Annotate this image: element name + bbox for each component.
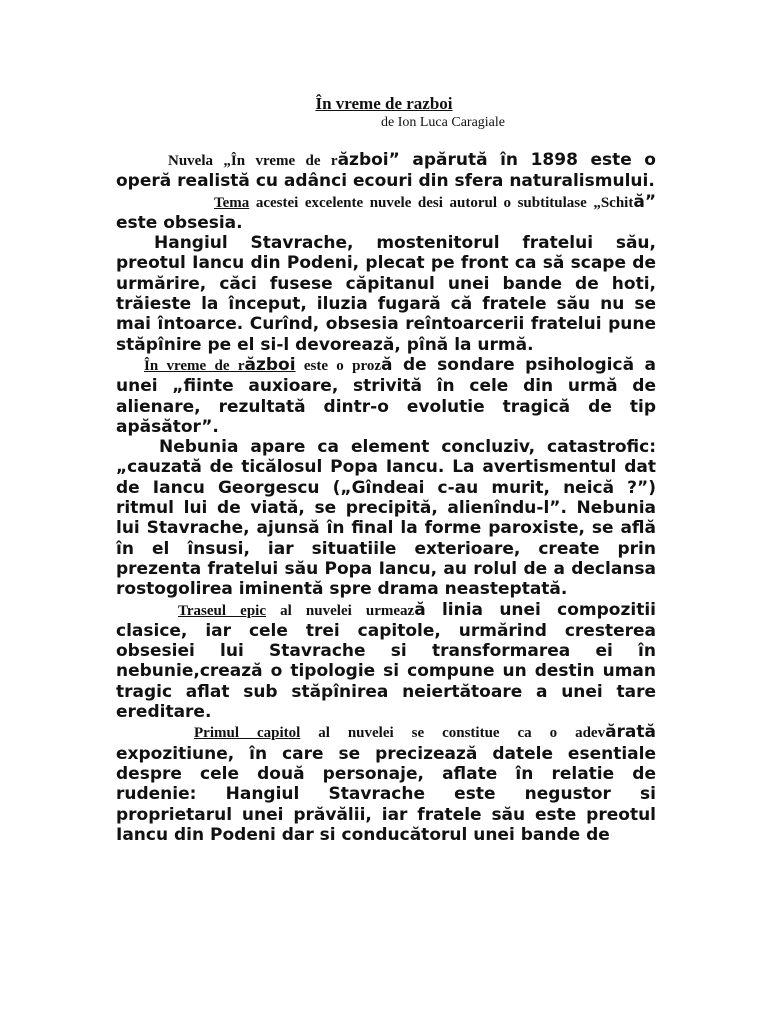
- work-title-text: ăzboi: [244, 354, 296, 375]
- document-author: de Ion Luca Caragiale: [381, 115, 505, 130]
- document-title: În vreme de razboi: [315, 94, 453, 113]
- paragraph-primul-capitol-text: ărată expozitiune, în care se precizează datele esentiale despre cele două personaje, aflate în relatie de rudenie: Hangiul Stavrache este negustor si proprietarul unei prăvălii, iar fratele său este preotul Iancu din Podeni dar si conducătorul unei bande de: [116, 722, 656, 845]
- paragraph-sondare-text: ă de sondare psihologică a unei „fiinte auxioare, strivită în cele din urmă de alienare, rezultată dintr-o evolutie tragică de tip apăsător”.: [116, 354, 656, 437]
- paragraph-intro-text: ăzboi” apărută în 1898 este o operă realistă cu adânci ecouri din sfera naturalismului.: [116, 150, 656, 192]
- paragraph-primul-capitol: [116, 722, 656, 845]
- paragraph-intro: [116, 150, 656, 192]
- paragraph-sondare: [116, 355, 656, 437]
- paragraph-traseul-text: ă linia unei compozitii clasice, iar cele trei capitole, urmărind cresterea obsesiei lui Stavrache si transformarea ei în nebunie,crează o tipologie si compune un destin uman tragic aflat sub stăpînirea neiertătoare a unei tare ereditare.: [116, 599, 656, 723]
- paragraph-hangiul: Hangiul Stavrache, mostenitorul fratelui său, preotul Iancu din Podeni, plecat pe front ca să scape de urmărire, căci fusese căpitanul unei bande de hoti, trăieste la început, iluzia fugară că fratele său nu se mai întoarce. Curînd, obsesia reîntoarcerii fratelui pune stăpînire pe el si-l devorează, pînă la urmă.: [116, 233, 656, 355]
- paragraph-tema-text: ă” este obsesia.: [116, 191, 656, 233]
- traseul-label: Traseul epic: [178, 602, 267, 619]
- primul-capitol-label: Primul capitol: [194, 725, 301, 742]
- paragraph-nebunia: Nebunia apare ca element concluziv, catastrofic: „cauzată de ticălosul Popa Iancu. La avertismentul dat de Iancu Georgescu („Gîndeai c-au murit, neică ?”) ritmul lui de viată, se precipită, alienîndu-l”. Nebunia lui Stavrache, ajunsă în final la forme paroxiste, se află în el însusi, iar situatiile exterioare, create prin prezenta fratelui său Popa Iancu, au rolul de a declansa rostogolirea iminentă spre drama neasteptată.: [116, 437, 656, 600]
- paragraph-intro-lead: Nuvela „În vreme de r: [168, 153, 338, 169]
- paragraph-tema-lead: acestei excelente nuvele desi autorul o subtitulase „Schit: [249, 194, 634, 211]
- tema-label: Tema: [214, 194, 250, 211]
- paragraph-primul-capitol-lead: al nuvelei se constitue ca o adev: [300, 725, 606, 742]
- document-body: [116, 150, 656, 845]
- paragraph-traseul: [116, 600, 656, 723]
- work-title-lead: În vreme de r: [144, 357, 245, 374]
- paragraph-sondare-lead: este o proz: [295, 357, 382, 374]
- paragraph-traseul-lead: al nuvelei urmeaz: [266, 602, 415, 619]
- paragraph-tema: [116, 192, 656, 234]
